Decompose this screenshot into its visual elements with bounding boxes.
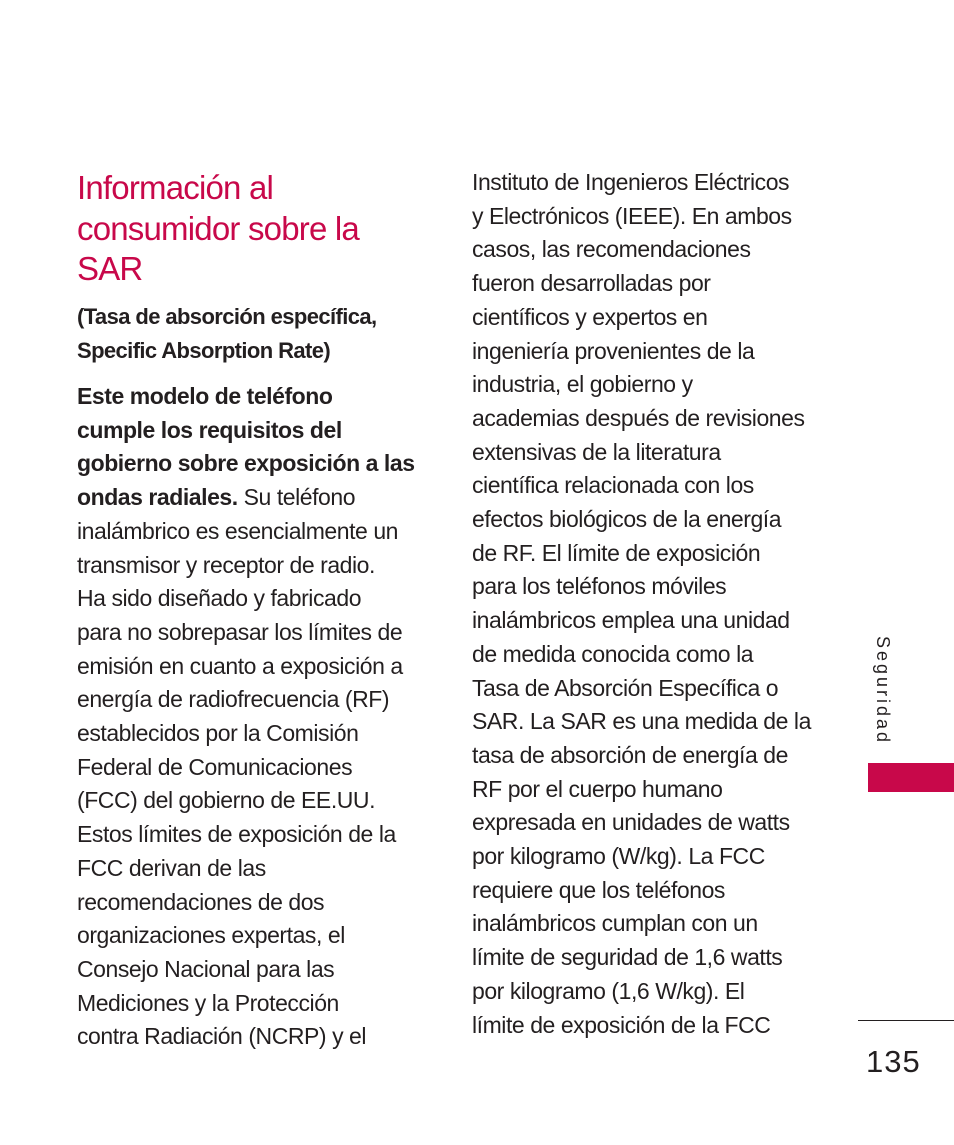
text-line: extensivas de la literatura [472,438,721,465]
subtitle-line: Specific Absorption Rate) [77,338,331,363]
text-line: recomendaciones de dos [77,888,325,915]
text-line: SAR. La SAR es una medida de la [472,708,811,735]
text-line: contra Radiación (NCRP) y el [77,1023,367,1050]
text-line: inalámbricos cumplan con un [472,910,758,937]
left-column [77,380,415,1054]
text-line: Estos límites de exposición de la [77,821,396,848]
text-line: academias después de revisiones [472,404,805,431]
bold-line: gobierno sobre exposición a las [77,450,415,477]
text-line: ingeniería provenientes de la [472,337,755,364]
text-line: inalámbricos emplea una unidad [472,607,790,634]
subtitle [77,300,377,368]
right-column [472,166,811,1042]
bold-line: cumple los requisitos del [77,416,342,443]
text-line: Consejo Nacional para las [77,955,335,982]
page-title [77,168,359,290]
text-line: límite de seguridad de 1,6 watts [472,944,783,971]
page-number: 135 [866,1044,921,1079]
text-line: inalámbrico es esencialmente un [77,517,399,544]
bold-text: ondas radiales. [77,484,238,511]
text-line: Tasa de Absorción Específica o [472,674,779,701]
text-line: efectos biológicos de la energía [472,506,782,533]
text-line: expresada en unidades de watts [472,809,790,836]
text-line: Mediciones y la Protección [77,989,339,1016]
text-line: Instituto de Ingenieros Eléctricos [472,169,790,195]
text-line: para no sobrepasar los límites de [77,618,403,645]
footer-divider [858,1020,954,1021]
text-line: establecidos por la Comisión [77,720,359,747]
text-line: de RF. El límite de exposición [472,539,761,566]
bold-line: Este modelo de teléfono [77,383,333,409]
text-line: (FCC) del gobierno de EE.UU. [77,787,376,814]
text-line: casos, las recomendaciones [472,236,751,263]
text-line: Ha sido diseñado y fabricado [77,585,362,612]
text-line: emisión en cuanto a exposición a [77,652,403,679]
text-line: fueron desarrolladas por [472,270,711,297]
text-line: por kilogramo (1,6 W/kg). El [472,977,745,1004]
title-line: consumidor sobre la [77,209,359,247]
text-line: transmisor y receptor de radio. [77,551,375,578]
text-line: para los teléfonos móviles [472,573,727,600]
text-line: límite de exposición de la FCC [472,1011,771,1038]
title-line: Información al [77,169,274,206]
title-line: SAR [77,250,143,287]
text-line: científicos y expertos en [472,303,708,330]
mixed-line [77,481,415,515]
text-line: Federal de Comunicaciones [77,753,353,780]
text-line: y Electrónicos (IEEE). En ambos [472,202,792,229]
text-line: requiere que los teléfonos [472,876,725,903]
text-line: organizaciones expertas, el [77,922,345,949]
text-line: por kilogramo (W/kg). La FCC [472,843,765,870]
section-tab-label: Seguridad [873,636,893,746]
body-text: Su teléfono [237,484,356,511]
text-line: RF por el cuerpo humano [472,775,723,802]
text-line: FCC derivan de las [77,854,266,881]
section-tab-marker [868,763,954,792]
text-line: tasa de absorción de energía de [472,741,788,768]
text-line: industria, el gobierno y [472,371,693,398]
subtitle-line: (Tasa de absorción específica, [77,304,377,329]
text-line: científica relacionada con los [472,472,754,499]
text-line: de medida conocida como la [472,640,754,667]
text-line: energía de radiofrecuencia (RF) [77,686,390,713]
